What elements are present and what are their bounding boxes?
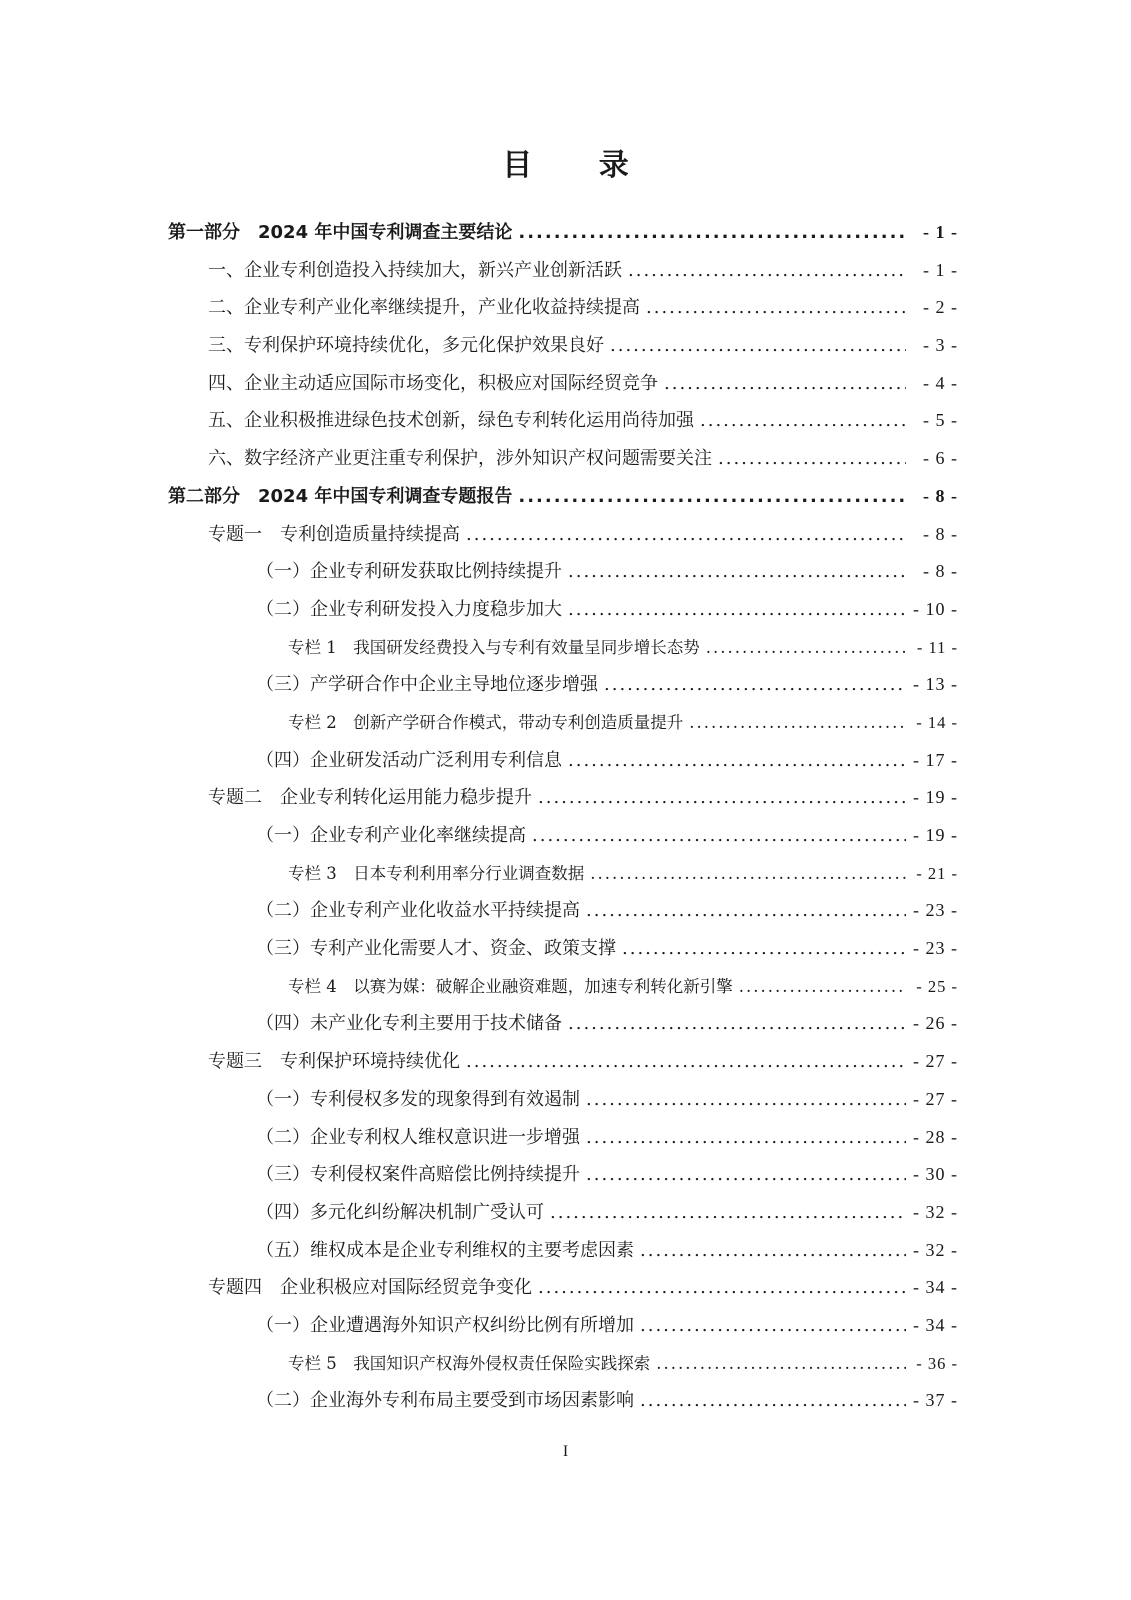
toc-entry-page-number: - 23 - [913, 938, 958, 959]
toc-entry-page-number: - 19 - [913, 825, 958, 845]
toc-subsection-entry[interactable] [168, 1307, 958, 1345]
table-of-contents [168, 214, 958, 1420]
dot-leader [518, 478, 906, 516]
toc-entry-title: 专题四 企业积极应对国际经贸竞争变化 [208, 1277, 532, 1299]
toc-entry-title: （三）产学研合作中企业主导地位逐步增强 [256, 674, 598, 696]
dot-leader [550, 1194, 906, 1232]
toc-section-entry[interactable] [168, 1269, 958, 1307]
toc-entry-title: 二、企业专利产业化率继续提升，产业化收益持续提高 [208, 297, 640, 319]
dot-leader [466, 516, 906, 554]
toc-entry-page-number: - 6 - [923, 448, 958, 469]
toc-sidebar-box-entry[interactable] [168, 855, 958, 893]
toc-sidebar-box-entry[interactable] [168, 629, 958, 667]
toc-entry-title: （四）多元化纠纷解决机制广受认可 [256, 1201, 544, 1223]
toc-part-entry[interactable] [168, 214, 958, 252]
toc-entry-page-number: - 32 - [913, 1239, 958, 1260]
toc-entry-title: 第一部分 2024 年中国专利调查主要结论 [168, 222, 513, 243]
toc-entry-page-number: - 8 - [923, 485, 958, 506]
dot-leader [689, 704, 906, 742]
toc-subsection-entry[interactable] [168, 1156, 958, 1194]
toc-entry-page-number: - 32 - [913, 1201, 958, 1222]
dot-leader [664, 365, 906, 403]
dot-leader [532, 817, 906, 855]
dot-leader [622, 930, 906, 968]
toc-section-entry[interactable] [168, 1043, 958, 1081]
toc-entry-page-number: - 34 - [913, 1277, 958, 1298]
toc-subsection-entry[interactable] [168, 892, 958, 930]
dot-leader [656, 1345, 906, 1383]
toc-entry-title: （一）专利侵权多发的现象得到有效遏制 [256, 1088, 580, 1110]
dot-leader [640, 1232, 906, 1270]
toc-entry-title: 四、企业主动适应国际市场变化，积极应对国际经贸竞争 [208, 372, 658, 394]
toc-entry-page-number: - 27 - [913, 1051, 958, 1072]
toc-section-entry[interactable] [168, 516, 958, 554]
toc-entry-title: （二）企业专利研发投入力度稳步加大 [256, 598, 562, 620]
toc-subsection-entry[interactable] [168, 742, 958, 780]
toc-subsection-entry[interactable] [168, 1119, 958, 1157]
toc-entry-page-number: - 27 - [913, 1088, 958, 1109]
toc-entry-page-number: - 26 - [913, 1013, 958, 1034]
toc-entry-page-number: - 2 - [923, 297, 958, 318]
toc-subsection-entry[interactable] [168, 553, 958, 591]
toc-entry-title: （二）企业专利产业化收益水平持续提高 [256, 900, 580, 922]
toc-entry-page-number: - 11 - [916, 637, 958, 657]
toc-subsection-entry[interactable] [168, 1005, 958, 1043]
toc-section-entry[interactable] [168, 365, 958, 403]
toc-subsection-entry[interactable] [168, 666, 958, 704]
dot-leader [568, 591, 906, 629]
dot-leader [586, 1081, 906, 1119]
toc-entry-title: 五、企业积极推进绿色技术创新，绿色专利转化运用尚待加强 [208, 410, 694, 432]
dot-leader [568, 1005, 906, 1043]
toc-section-entry[interactable] [168, 402, 958, 440]
dot-leader [568, 553, 906, 591]
toc-entry-page-number: - 37 - [913, 1390, 958, 1411]
toc-entry-title: （二）企业专利权人维权意识进一步增强 [256, 1126, 580, 1148]
toc-entry-page-number: - 23 - [913, 900, 958, 921]
dot-leader [610, 327, 906, 365]
toc-sidebar-box-entry[interactable] [168, 704, 958, 742]
toc-section-entry[interactable] [168, 440, 958, 478]
toc-entry-page-number: - 13 - [913, 674, 958, 695]
toc-entry-page-number: - 19 - [913, 787, 958, 808]
dot-leader [628, 252, 906, 290]
toc-entry-title: 专题一 专利创造质量持续提高 [208, 523, 460, 545]
toc-entry-page-number: - 28 - [913, 1126, 958, 1147]
dot-leader [646, 289, 906, 327]
dot-leader [706, 629, 906, 667]
dot-leader [700, 402, 906, 440]
toc-entry-page-number: - 4 - [923, 372, 958, 393]
toc-entry-title: （四）未产业化专利主要用于技术储备 [256, 1013, 562, 1035]
dot-leader [739, 968, 906, 1006]
toc-entry-page-number: - 1 - [923, 222, 958, 242]
toc-subsection-entry[interactable] [168, 930, 958, 968]
toc-entry-title: 专栏 5 我国知识产权海外侵权责任保险实践探索 [288, 1353, 651, 1373]
toc-entry-page-number: - 25 - [916, 976, 958, 996]
toc-entry-title: （五）维权成本是企业专利维权的主要考虑因素 [256, 1239, 634, 1261]
toc-section-entry[interactable] [168, 289, 958, 327]
toc-entry-title: （三）专利侵权案件高赔偿比例持续提升 [256, 1164, 580, 1186]
page-number: I [562, 1443, 569, 1460]
toc-entry-page-number: - 3 - [923, 335, 958, 356]
toc-sidebar-box-entry[interactable] [168, 1345, 958, 1383]
toc-entry-page-number: - 34 - [913, 1314, 958, 1335]
toc-section-entry[interactable] [168, 252, 958, 290]
dot-leader [604, 666, 906, 704]
toc-entry-title: 专栏 2 创新产学研合作模式，带动专利创造质量提升 [288, 712, 684, 732]
toc-entry-page-number: - 14 - [916, 712, 958, 732]
dot-leader [586, 1156, 906, 1194]
toc-subsection-entry[interactable] [168, 1382, 958, 1420]
dot-leader [586, 1119, 906, 1157]
dot-leader [586, 892, 906, 930]
toc-entry-page-number: - 8 - [923, 523, 958, 544]
toc-entry-title: （一）企业专利产业化率继续提高 [256, 825, 526, 846]
toc-entry-title: 专题二 企业专利转化运用能力稳步提升 [208, 787, 532, 809]
dot-leader [538, 779, 906, 817]
toc-entry-title: 专栏 4 以赛为媒：破解企业融资难题，加速专利转化新引擎 [288, 976, 733, 996]
toc-subsection-entry[interactable] [168, 817, 958, 855]
toc-subsection-entry[interactable] [168, 1194, 958, 1232]
toc-entry-page-number: - 21 - [916, 863, 958, 883]
toc-entry-title: 三、专利保护环境持续优化，多元化保护效果良好 [208, 335, 604, 357]
dot-leader [538, 1269, 906, 1307]
page-title: 目 录 [502, 148, 657, 183]
toc-subsection-entry[interactable] [168, 1081, 958, 1119]
toc-sidebar-box-entry[interactable] [168, 968, 958, 1006]
toc-entry-title: 第二部分 2024 年中国专利调查专题报告 [168, 485, 513, 507]
toc-entry-page-number: - 8 - [923, 561, 958, 582]
toc-section-entry[interactable] [168, 327, 958, 365]
toc-entry-page-number: - 30 - [913, 1164, 958, 1185]
dot-leader [718, 440, 906, 478]
dot-leader [590, 855, 906, 893]
toc-entry-page-number: - 10 - [913, 598, 958, 619]
toc-entry-title: 专栏 3 日本专利利用率分行业调查数据 [288, 863, 585, 883]
toc-subsection-entry[interactable] [168, 591, 958, 629]
dot-leader [518, 214, 906, 252]
dot-leader [640, 1382, 906, 1420]
toc-entry-title: （一）企业遭遇海外知识产权纠纷比例有所增加 [256, 1314, 634, 1336]
toc-entry-page-number: - 36 - [916, 1353, 958, 1373]
toc-entry-title: 专栏 1 我国研发经费投入与专利有效量呈同步增长态势 [288, 637, 700, 657]
toc-entry-page-number: - 17 - [913, 749, 958, 770]
dot-leader [568, 742, 906, 780]
toc-entry-page-number: - 5 - [923, 410, 958, 431]
toc-entry-page-number: - 1 - [923, 259, 958, 280]
toc-subsection-entry[interactable] [168, 1232, 958, 1270]
toc-entry-title: （四）企业研发活动广泛利用专利信息 [256, 749, 562, 771]
toc-entry-title: （一）企业专利研发获取比例持续提升 [256, 561, 562, 583]
toc-entry-title: 一、企业专利创造投入持续加大，新兴产业创新活跃 [208, 259, 622, 281]
dot-leader [640, 1307, 906, 1345]
dot-leader [466, 1043, 906, 1081]
toc-entry-title: 专题三 专利保护环境持续优化 [208, 1051, 460, 1073]
toc-entry-title: （二）企业海外专利布局主要受到市场因素影响 [256, 1390, 634, 1412]
toc-part-entry[interactable] [168, 478, 958, 516]
toc-entry-title: 六、数字经济产业更注重专利保护，涉外知识产权问题需要关注 [208, 448, 712, 470]
toc-entry-title: （三）专利产业化需要人才、资金、政策支撑 [256, 938, 616, 960]
toc-section-entry[interactable] [168, 779, 958, 817]
